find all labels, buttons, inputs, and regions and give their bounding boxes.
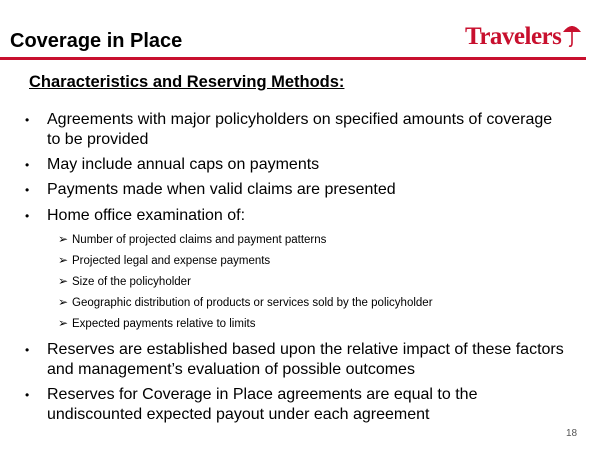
section-heading: Characteristics and Reserving Methods: xyxy=(29,73,345,91)
bullet-text: Reserves for Coverage in Place agreements are equal to the undiscounted expected payout under each agreement xyxy=(47,386,478,423)
arrow-bullet-icon: ➢ xyxy=(58,253,69,267)
bullet-icon: • xyxy=(25,388,30,402)
logo-wordmark: Travelers xyxy=(465,23,562,50)
umbrella-icon xyxy=(562,22,582,48)
sub-bullet-item xyxy=(58,274,191,289)
sub-bullet-text: Expected payments relative to limits xyxy=(72,318,256,330)
sub-bullet-text: Geographic distribution of products or services sold by the policyholder xyxy=(72,297,433,309)
slide-title: Coverage in Place xyxy=(10,30,183,52)
sub-bullet-item xyxy=(58,295,433,310)
bullet-text: Reserves are established based upon the relative impact of these factors and management’s evaluation of possible outcomes xyxy=(47,341,564,378)
arrow-bullet-icon: ➢ xyxy=(58,316,69,330)
sub-bullet-text: Projected legal and expense payments xyxy=(72,255,271,267)
bullet-icon: • xyxy=(25,158,30,172)
bullet-icon: • xyxy=(25,113,30,127)
sub-bullet-text: Size of the policyholder xyxy=(72,276,191,288)
arrow-bullet-icon: ➢ xyxy=(58,295,69,309)
title-divider xyxy=(0,57,586,60)
sub-bullet-item xyxy=(58,316,255,331)
bullet-icon: • xyxy=(25,343,30,357)
bullet-text: Payments made when valid claims are presented xyxy=(47,181,396,198)
arrow-bullet-icon: ➢ xyxy=(58,274,69,288)
bullet-text: Agreements with major policyholders on specified amounts of coverage to be provided xyxy=(47,111,553,148)
arrow-bullet-icon: ➢ xyxy=(58,232,69,246)
page-number: 18 xyxy=(566,428,578,439)
bullet-icon: • xyxy=(25,183,30,197)
sub-bullet-text: Number of projected claims and payment patterns xyxy=(72,234,327,246)
bullet-text: Home office examination of: xyxy=(47,207,246,224)
sub-bullet-item xyxy=(58,253,270,268)
bullet-icon: • xyxy=(25,209,30,223)
bullet-text: May include annual caps on payments xyxy=(47,156,320,173)
sub-bullet-item xyxy=(58,232,326,247)
